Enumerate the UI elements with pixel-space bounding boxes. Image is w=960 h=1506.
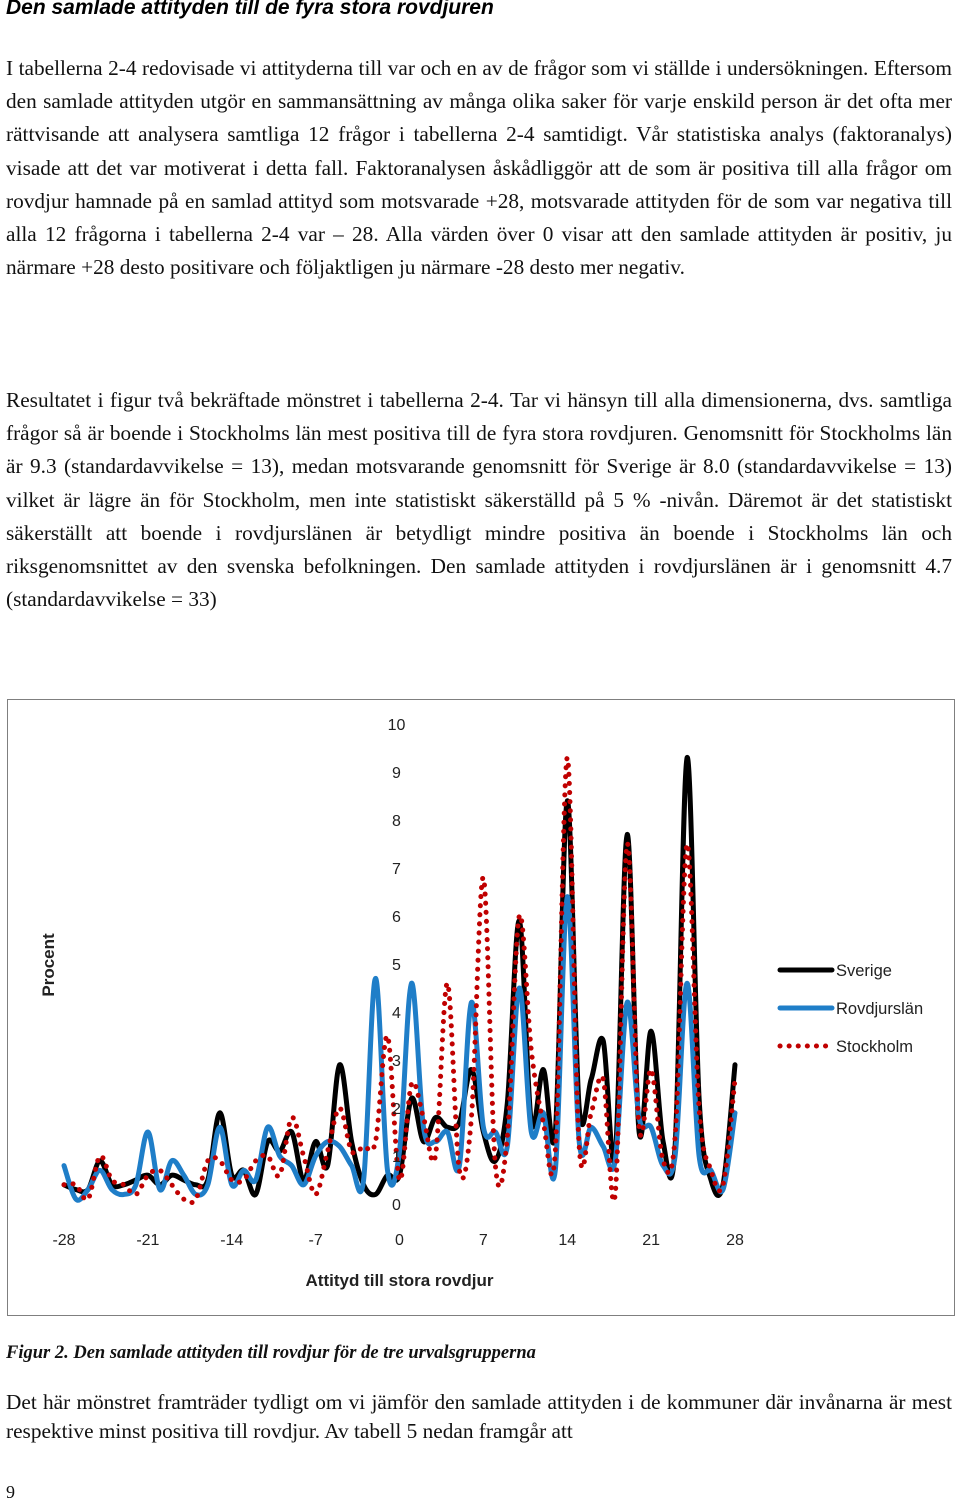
paragraph-comparison: Det här mönstret framträder tydligt om vi jämför den samlade attityden i de kommuner där invånarna är mest respektive minst positiva till rovdjur. Av tabell 5 nedan framgår att: [6, 1390, 952, 1443]
y-tick-label: 9: [392, 765, 401, 782]
y-tick-label: 10: [387, 717, 406, 734]
paragraph-intro: I tabellerna 2-4 redovisade vi attityderna till var och en av de frågor som vi ställde i undersökningen. Eftersom den samlade attityden utgör en sammansättning av många olika saker för varje enskild person är det ofta mer rättvisande att analysera samtliga 12 frågor i tabellerna 2-4 samtidigt. Vår statistiska analys (faktoranalys) visade att det var motiverat i detta fall. Faktoranalysen åskådliggör att de som är positiva till alla frågor om rovdjur hamnade på en samlad attityd som motsvarade +28, motsvarade attityden för de som var negativa till alla 12 frågorna i tabellerna 2-4 var – 28. Alla värden över 0 visar att den samlade attityden är positiv, ju närmare +28 desto positivare och följaktligen ju närmare -28 desto mer negativ.: [6, 56, 952, 280]
y-axis-title: Procent: [39, 933, 58, 997]
x-tick-label: 14: [558, 1232, 577, 1249]
y-tick-label: 1: [392, 1149, 401, 1166]
y-tick-label: 3: [392, 1053, 401, 1070]
paragraph-results: Resultatet i figur två bekräftade mönstret i tabellerna 2-4. Tar vi hänsyn till alla dimensionerna, dvs. samtliga frågor så är boende i Stockholms län mest positiva till de fyra stora rovdjuren. Genomsnitt för Stockholms län är 9.3 (standardavvikelse = 13), medan motsvarande genomsnitt för Sverige är 8.0 (standardavvikelse = 13) vilket är lägre än för Stockholm, men inte statistiskt säkerställd på 5 % -nivån. Däremot är det statistiskt säkerställt att boende i rovdjurslänen är betydligt mindre positiva än boende i Stockholms län och riksgenomsnittet av den svenska befolkningen. Den samlade attityden i rovdjurslänen är i genomsnitt 4.7 (standardavvikelse = 33): [6, 388, 952, 612]
y-tick-label: 4: [392, 1005, 401, 1022]
page-number: 9: [6, 1482, 15, 1502]
x-tick-label: 28: [726, 1232, 744, 1249]
y-tick-label: 0: [392, 1197, 401, 1214]
legend-label: Rovdjurslän: [836, 1000, 924, 1018]
figure-chart: [7, 699, 955, 1316]
figure-caption: Figur 2. Den samlade attityden till rovdjur för de tre urvalsgrupperna: [6, 1343, 536, 1363]
x-axis-title: Attityd till stora rovdjur: [305, 1271, 494, 1290]
y-tick-label: 5: [392, 957, 401, 974]
section-heading: Den samlade attityden till de fyra stora rovdjuren: [6, 0, 494, 19]
y-tick-label: 6: [392, 909, 401, 926]
y-tick-label: 7: [392, 861, 401, 878]
chart-svg: [8, 700, 954, 1315]
legend-label: Sverige: [836, 962, 892, 980]
x-tick-label: -7: [308, 1232, 323, 1249]
x-tick-label: -28: [52, 1232, 76, 1249]
x-tick-label: 7: [478, 1232, 488, 1249]
x-tick-label: 21: [642, 1232, 661, 1249]
y-tick-label: 8: [392, 813, 401, 830]
y-tick-label: 2: [392, 1101, 401, 1118]
x-tick-label: -14: [220, 1232, 244, 1249]
legend-label: Stockholm: [836, 1038, 914, 1056]
x-tick-label: -21: [136, 1232, 160, 1249]
x-tick-label: 0: [395, 1232, 404, 1249]
